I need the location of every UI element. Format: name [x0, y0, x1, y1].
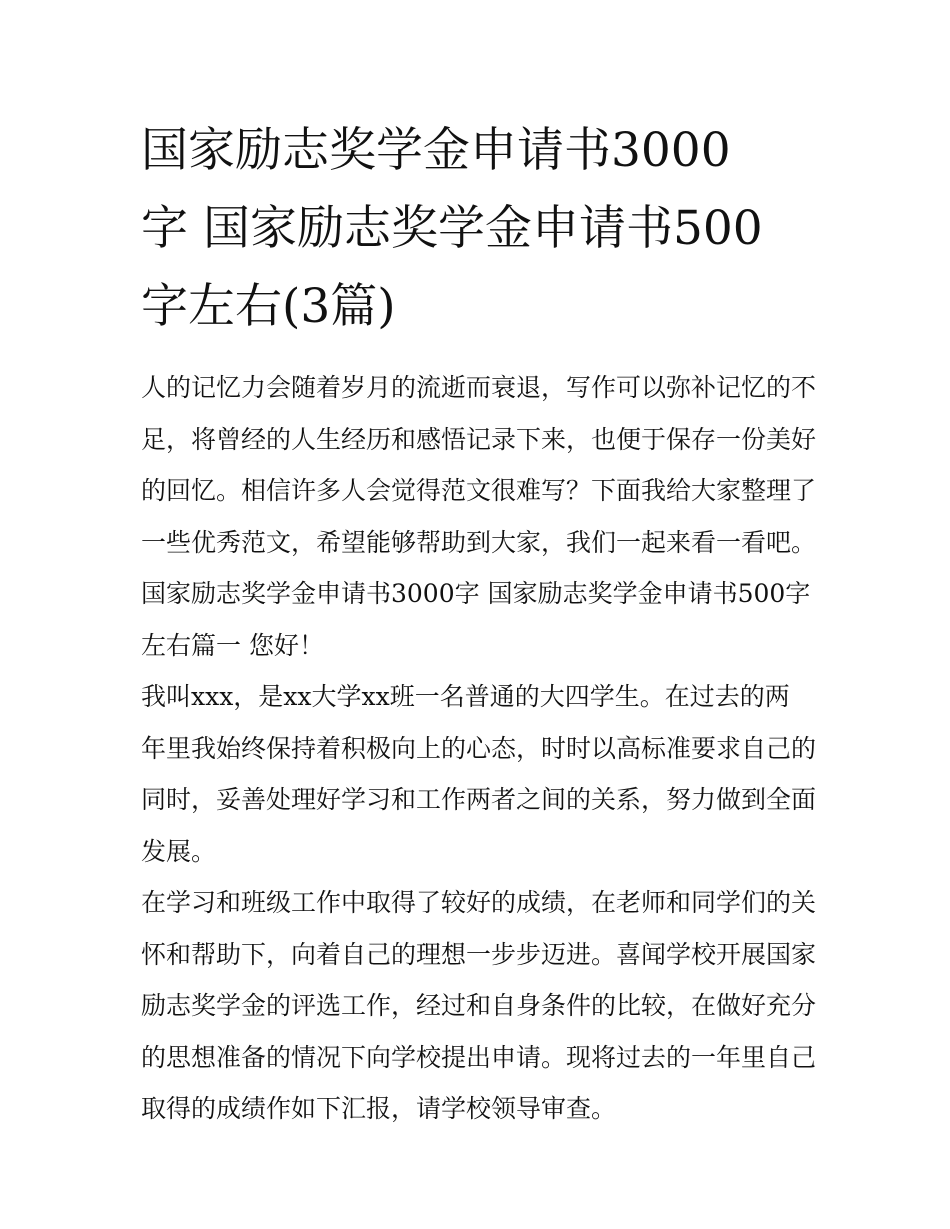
- document-page: [141, 112, 817, 1135]
- body-line-12: 怀和帮助下，向着自己的理想一步步迈进。喜闻学校开展国家: [141, 939, 817, 969]
- body-line-3: 的回忆。相信许多人会觉得范文很难写？下面我给大家整理了: [141, 476, 817, 505]
- document-body: [141, 362, 817, 1135]
- body-line-7: 我叫xxx，是xx大学xx班一名普通的大四学生。在过去的两: [141, 682, 790, 711]
- body-line-9: 同时，妥善处理好学习和工作两者之间的关系，努力做到全面: [141, 785, 817, 814]
- body-line-4: 一些优秀范文，希望能够帮助到大家，我们一起来看一看吧。: [141, 527, 817, 557]
- body-line-6: 左右篇一 您好！: [141, 630, 324, 660]
- body-line-15: 取得的成绩作如下汇报，请学校领导审查。: [141, 1094, 617, 1123]
- title-line-1: 国家励志奖学金申请书3000: [141, 123, 731, 178]
- title-line-3: 字左右(3篇): [141, 279, 396, 334]
- title-line-2: 字 国家励志奖学金申请书500: [141, 201, 763, 256]
- body-line-14: 的思想准备的情况下向学校提出申请。现将过去的一年里自己: [141, 1042, 817, 1072]
- body-line-5: 国家励志奖学金申请书3000字 国家励志奖学金申请书500字: [141, 579, 811, 608]
- body-line-8: 年里我始终保持着积极向上的心态，时时以高标准要求自己的: [141, 733, 817, 763]
- body-line-10: 发展。: [141, 836, 217, 866]
- document-title: [141, 112, 813, 346]
- body-line-13: 励志奖学金的评选工作，经过和自身条件的比较，在做好充分: [141, 991, 817, 1020]
- body-line-2: 足，将曾经的人生经历和感悟记录下来，也便于保存一份美好: [141, 424, 817, 454]
- body-line-1: 人的记忆力会随着岁月的流逝而衰退，写作可以弥补记忆的不: [141, 373, 817, 402]
- body-line-11: 在学习和班级工作中取得了较好的成绩，在老师和同学们的关: [141, 888, 817, 917]
